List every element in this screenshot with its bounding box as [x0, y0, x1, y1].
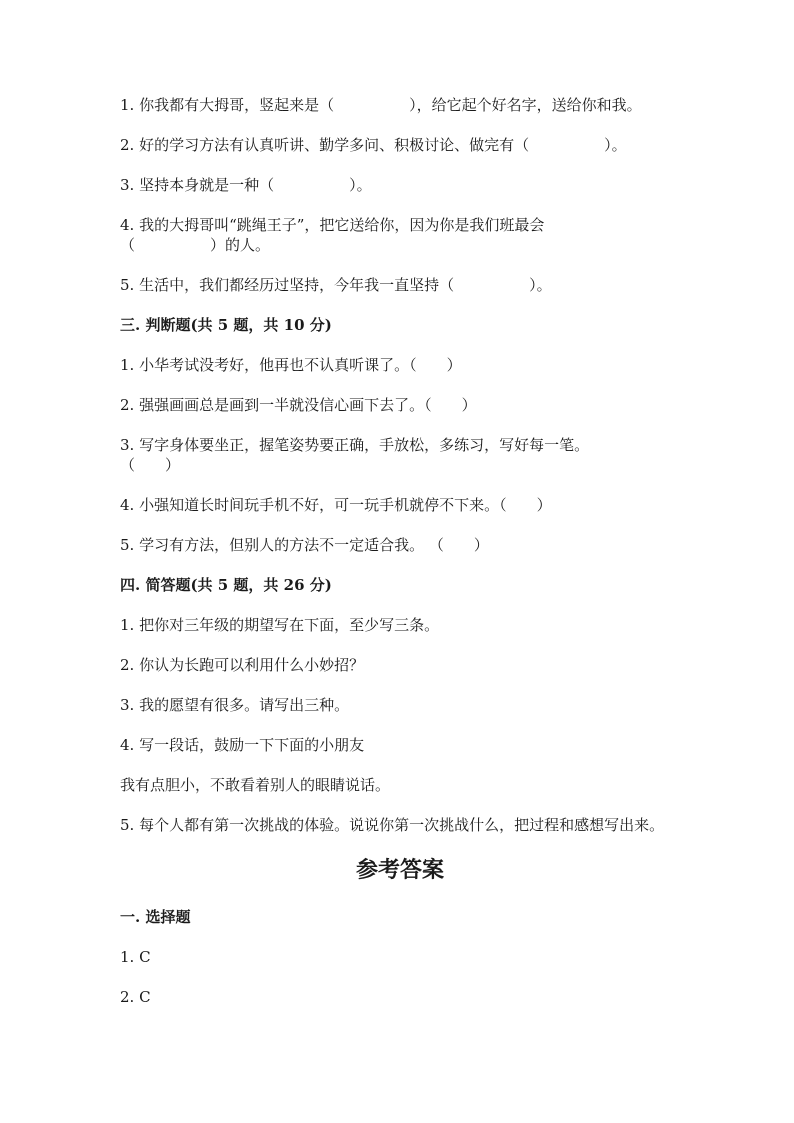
answer-item-2: 2. C: [120, 988, 151, 1006]
fill-blank-question-1: 1. 你我都有大拇哥，竖起来是（ ），给它起个好名字，送给你和我。: [120, 96, 642, 114]
fill-blank-question-4: 4. 我的大拇哥叫“跳绳王子”，把它送给你，因为你是我们班最会（ ）的人。: [120, 216, 545, 254]
short-answer-section-title: 四. 简答题(共 5 题，共 26 分): [120, 576, 332, 594]
judge-question-3: 3. 写字身体要坐正，握笔姿势要正确，手放松，多练习，写好每一笔。（ ）: [120, 436, 590, 474]
short-answer-question-4: 4. 写一段话，鼓励一下下面的小朋友: [120, 736, 365, 754]
document-page: [120, 95, 680, 1027]
judge-question-4: 4. 小强知道长时间玩手机不好，可一玩手机就停不下来。（ ）: [120, 496, 552, 514]
judge-question-2: 2. 强强画画总是画到一半就没信心画下去了。（ ）: [120, 396, 477, 414]
judge-question-5: 5. 学习有方法，但别人的方法不一定适合我。 （ ）: [120, 536, 489, 554]
short-answer-question-5: 5. 每个人都有第一次挑战的体验。说说你第一次挑战什么，把过程和感想写出来。: [120, 816, 665, 834]
answer-section-choice-title: 一. 选择题: [120, 908, 191, 926]
short-answer-question-2: 2. 你认为长跑可以利用什么小妙招？: [120, 656, 365, 674]
short-answer-prompt-text: 我有点胆小，不敢看着别人的眼睛说话。: [120, 776, 391, 794]
fill-blank-question-2: 2. 好的学习方法有认真听讲、勤学多问、积极讨论、做完有（ ）。: [120, 136, 627, 154]
short-answer-question-1: 1. 把你对三年级的期望写在下面，至少写三条。: [120, 616, 440, 634]
answer-item-1: 1. C: [120, 948, 151, 966]
judge-question-1: 1. 小华考试没考好，他再也不认真听课了。（ ）: [120, 356, 462, 374]
answer-key-title: 参考答案: [355, 857, 444, 883]
short-answer-question-3: 3. 我的愿望有很多。请写出三种。: [120, 696, 350, 714]
fill-blank-question-3: 3. 坚持本身就是一种（ ）。: [120, 176, 372, 194]
judge-section-title: 三. 判断题(共 5 题，共 10 分): [120, 316, 332, 334]
fill-blank-question-5: 5. 生活中，我们都经历过坚持，今年我一直坚持（ ）。: [120, 276, 552, 294]
